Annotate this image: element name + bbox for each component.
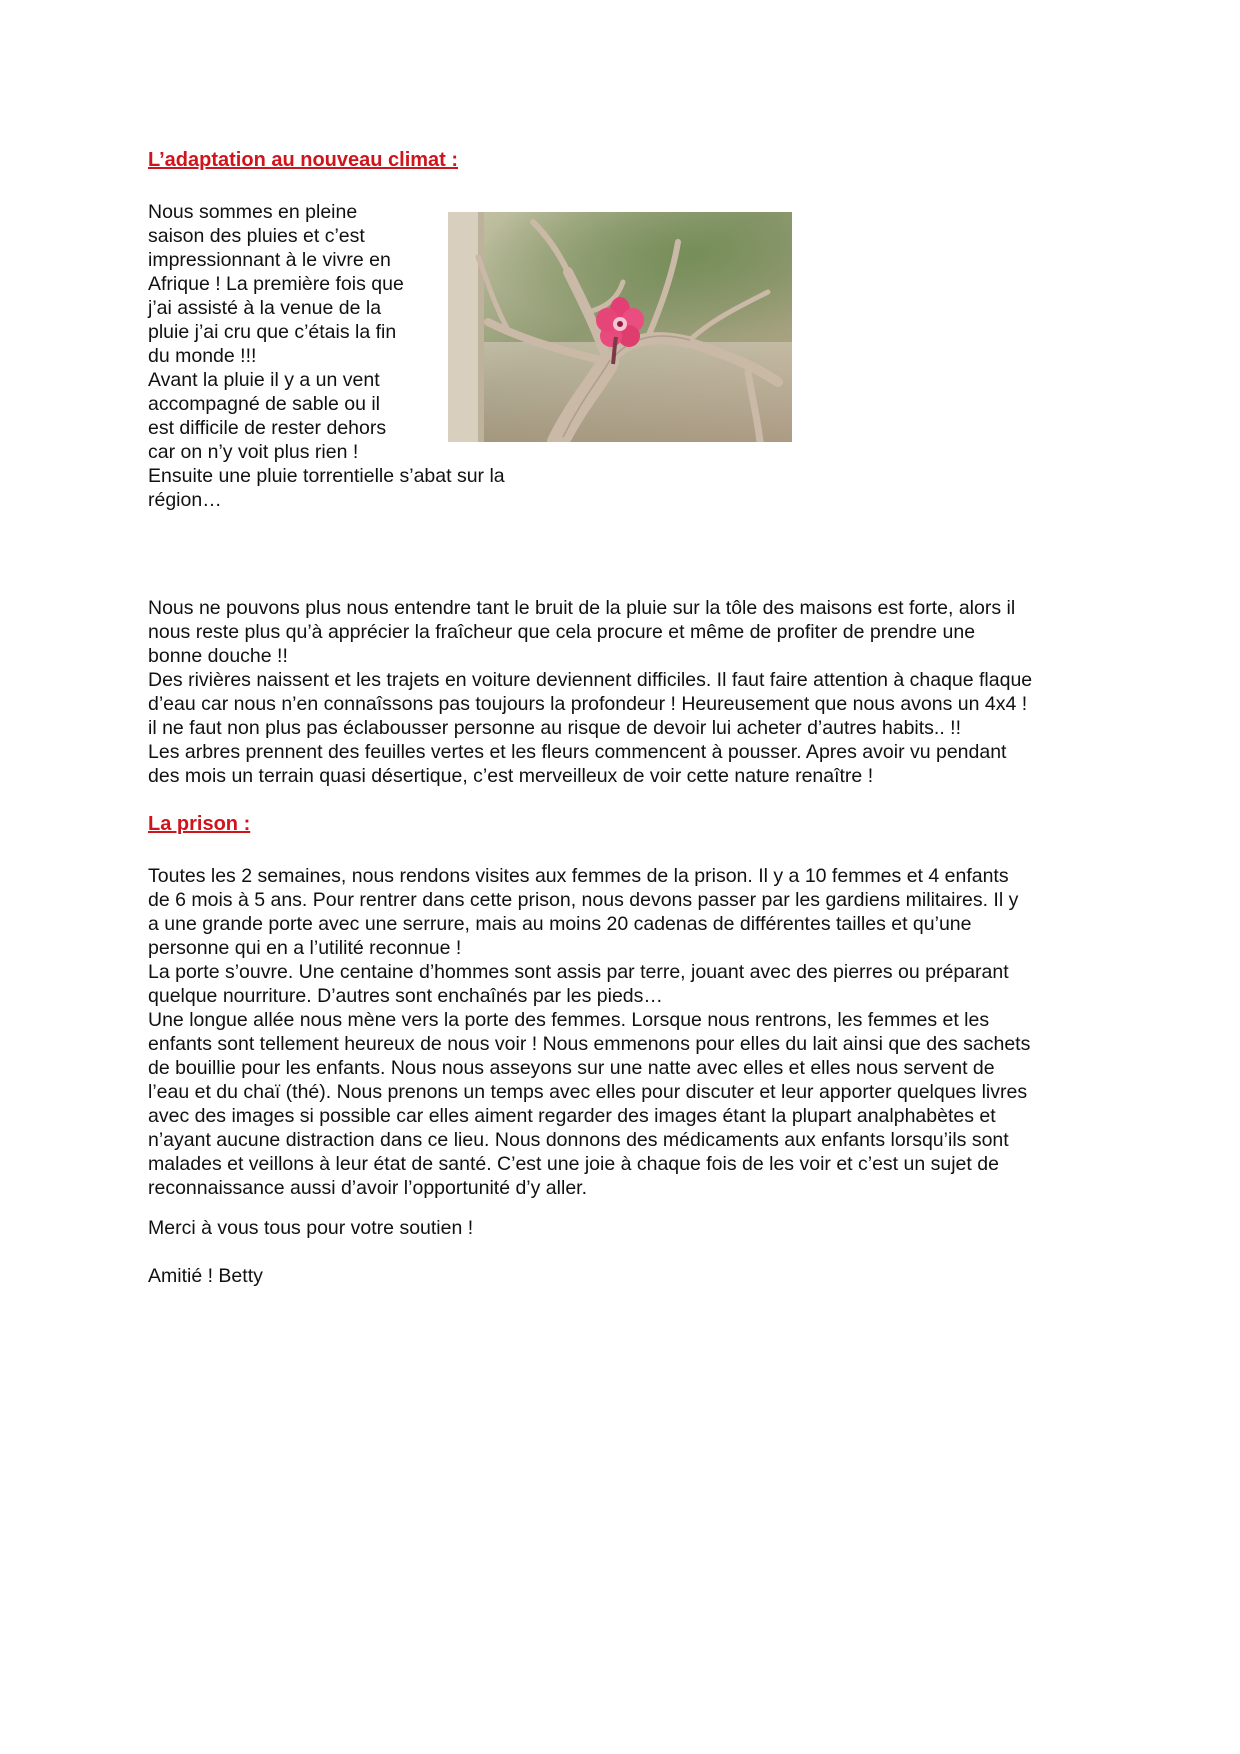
text-line: d’eau car nous n’en connaîssons pas toujours la profondeur ! Heureusement que nous avons un 4x4 !: [148, 693, 1028, 715]
text-line: région…: [148, 489, 222, 511]
text-line: avec des images si possible car elles aiment regarder des images étant la plupart analphabètes et: [148, 1105, 996, 1127]
text-line: quelque nourriture. D’autres sont enchaînés par les pieds…: [148, 985, 663, 1007]
text-line: Ensuite une pluie torrentielle s’abat sur la: [148, 465, 505, 487]
text-line: car on n’y voit plus rien !: [148, 441, 359, 463]
text-line: bonne douche !!: [148, 645, 288, 667]
section-heading-climate: L’adaptation au nouveau climat :: [148, 149, 459, 171]
text-line: de bouillie pour les enfants. Nous nous asseyons sur une natte avec elles et elles nous servent de: [148, 1057, 995, 1079]
thanks-line: Merci à vous tous pour votre soutien !: [148, 1217, 474, 1239]
text-line: pluie j’ai cru que c’étais la fin: [148, 321, 397, 343]
text-line: Nous ne pouvons plus nous entendre tant le bruit de la pluie sur la tôle des maisons est forte, alors il: [148, 597, 1016, 619]
text-line: il ne faut non plus pas éclabousser personne au risque de devoir lui acheter d’autres habits.. !!: [148, 717, 962, 739]
text-line: Avant la pluie il y a un vent: [148, 369, 380, 391]
text-line: a une grande porte avec une serrure, mais au moins 20 cadenas de différentes tailles et qu’une: [148, 913, 972, 935]
text-line: saison des pluies et c’est: [148, 225, 365, 247]
text-line: Afrique ! La première fois que: [148, 273, 404, 295]
text-line: malades et veillons à leur état de santé. C’est une joie à chaque fois de les voir et c’est un sujet de: [148, 1153, 999, 1175]
text-line: personne qui en a l’utilité reconnue !: [148, 937, 462, 959]
text-line: j’ai assisté à la venue de la: [148, 297, 382, 319]
signature: Amitié ! Betty: [148, 1265, 263, 1287]
text-line: Les arbres prennent des feuilles vertes et les fleurs commencent à pousser. Apres avoir vu pendant: [148, 741, 1007, 763]
text-line: est difficile de rester dehors: [148, 417, 387, 439]
text-line: du monde !!!: [148, 345, 257, 367]
text-line: accompagné de sable ou il: [148, 393, 380, 415]
text-line: enfants sont tellement heureux de nous voir ! Nous emmenons pour elles du lait ainsi que des sachets: [148, 1033, 1031, 1055]
text-line: de 6 mois à 5 ans. Pour rentrer dans cette prison, nous devons passer par les gardiens militaires. Il y: [148, 889, 1019, 911]
text-line: nous reste plus qu’à apprécier la fraîcheur que cela procure et même de profiter de prendre une: [148, 621, 976, 643]
text-line: La porte s’ouvre. Une centaine d’hommes sont assis par terre, jouant avec des pierres ou préparant: [148, 961, 1009, 983]
section-heading-prison: La prison :: [148, 813, 251, 835]
text-line: l’eau et du chaï (thé). Nous prenons un temps avec elles pour discuter et leur apporter quelques livres: [148, 1081, 1028, 1103]
text-line: impressionnant à le vivre en: [148, 249, 391, 271]
text-line: des mois un terrain quasi désertique, c’est merveilleux de voir cette nature renaître !: [148, 765, 874, 787]
text-line: Nous sommes en pleine: [148, 201, 358, 223]
text-line: Des rivières naissent et les trajets en voiture deviennent difficiles. Il faut faire attention à chaque flaque: [148, 669, 1033, 691]
text-line: reconnaissance aussi d’avoir l’opportunité d’y aller.: [148, 1177, 587, 1199]
text-line: n’ayant aucune distraction dans ce lieu. Nous donnons des médicaments aux enfants lorsqu’ils sont: [148, 1129, 1009, 1151]
flower-photo: [448, 212, 792, 442]
prison-paragraph: [148, 864, 1108, 1200]
climate-paragraph: [148, 596, 1108, 788]
text-line: Une longue allée nous mène vers la porte des femmes. Lorsque nous rentrons, les femmes et les: [148, 1009, 990, 1031]
text-line: Toutes les 2 semaines, nous rendons visites aux femmes de la prison. Il y a 10 femmes et 4 enfants: [148, 865, 1009, 887]
